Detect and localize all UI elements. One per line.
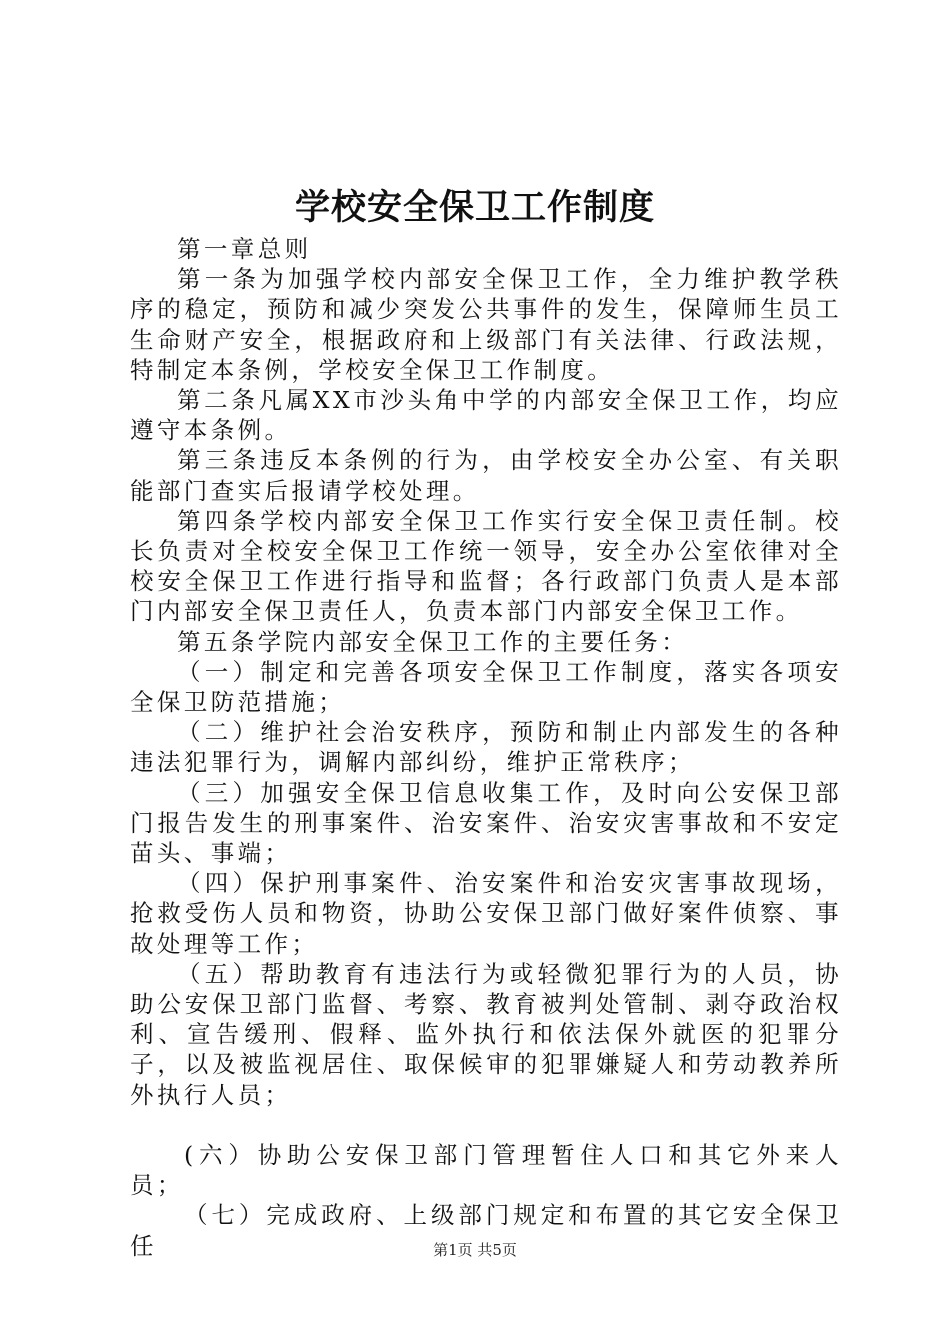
task-item-6: (六）协助公安保卫部门管理暂住人口和其它外来人员； <box>130 1140 842 1200</box>
document-body <box>130 234 842 1261</box>
article-2: 第二条凡属XX市沙头角中学的内部安全保卫工作，均应遵守本条例。 <box>130 386 842 445</box>
task-item-2: （二）维护社会治安秩序，预防和制止内部发生的各种违法犯罪行为，调解内部纠纷，维护正常秩序； <box>130 718 842 777</box>
article-5: 第五条学院内部安全保卫工作的主要任务： <box>177 627 689 656</box>
article-4: 第四条学校内部安全保卫工作实行安全保卫责任制。校长负责对全校安全保卫工作统一领导，安全办公室依律对全校安全保卫工作进行指导和监督；各行政部门负责人是本部门内部安全保卫责任人，负责本部门内部安全保卫工作。 <box>130 506 842 626</box>
article-1: 第一条为加强学校内部安全保卫工作，全力维护教学秩序的稳定，预防和减少突发公共事件的发生，保障师生员工生命财产安全，根据政府和上级部门有关法律、行政法规，特制定本条例，学校安全保卫工作制度。 <box>130 265 842 384</box>
document-title: 学校安全保卫工作制度 <box>294 187 655 228</box>
task-item-5: （五）帮助教育有违法行为或轻微犯罪行为的人员，协助公安保卫部门监督、考察、教育被判处管制、剥夺政治权利、宣告缓刑、假释、监外执行和依法保外就医的犯罪分子，以及被监视居住、取保候审的犯罪嫌疑人和劳动教养所外执行人员； <box>130 959 842 1109</box>
page-footer: 第1页 共5页 <box>433 1241 517 1259</box>
chapter-heading: 第一章总则 <box>177 235 312 263</box>
task-item-4: （四）保护刑事案件、治安案件和治安灾害事故现场，抢救受伤人员和物资，协助公安保卫部门做好案件侦察、事故处理等工作； <box>130 869 842 958</box>
task-item-7: （七）完成政府、上级部门规定和布置的其它安全保卫任 <box>130 1201 842 1260</box>
task-item-1: （一）制定和完善各项安全保卫工作制度，落实各项安全保卫防范措施； <box>130 657 842 717</box>
task-item-3: （三）加强安全保卫信息收集工作，及时向公安保卫部门报告发生的刑事案件、治安案件、治安灾害事故和不安定苗头、事端； <box>130 778 842 868</box>
article-3: 第三条违反本条例的行为，由学校安全办公室、有关职能部门查实后报请学校处理。 <box>130 446 842 505</box>
